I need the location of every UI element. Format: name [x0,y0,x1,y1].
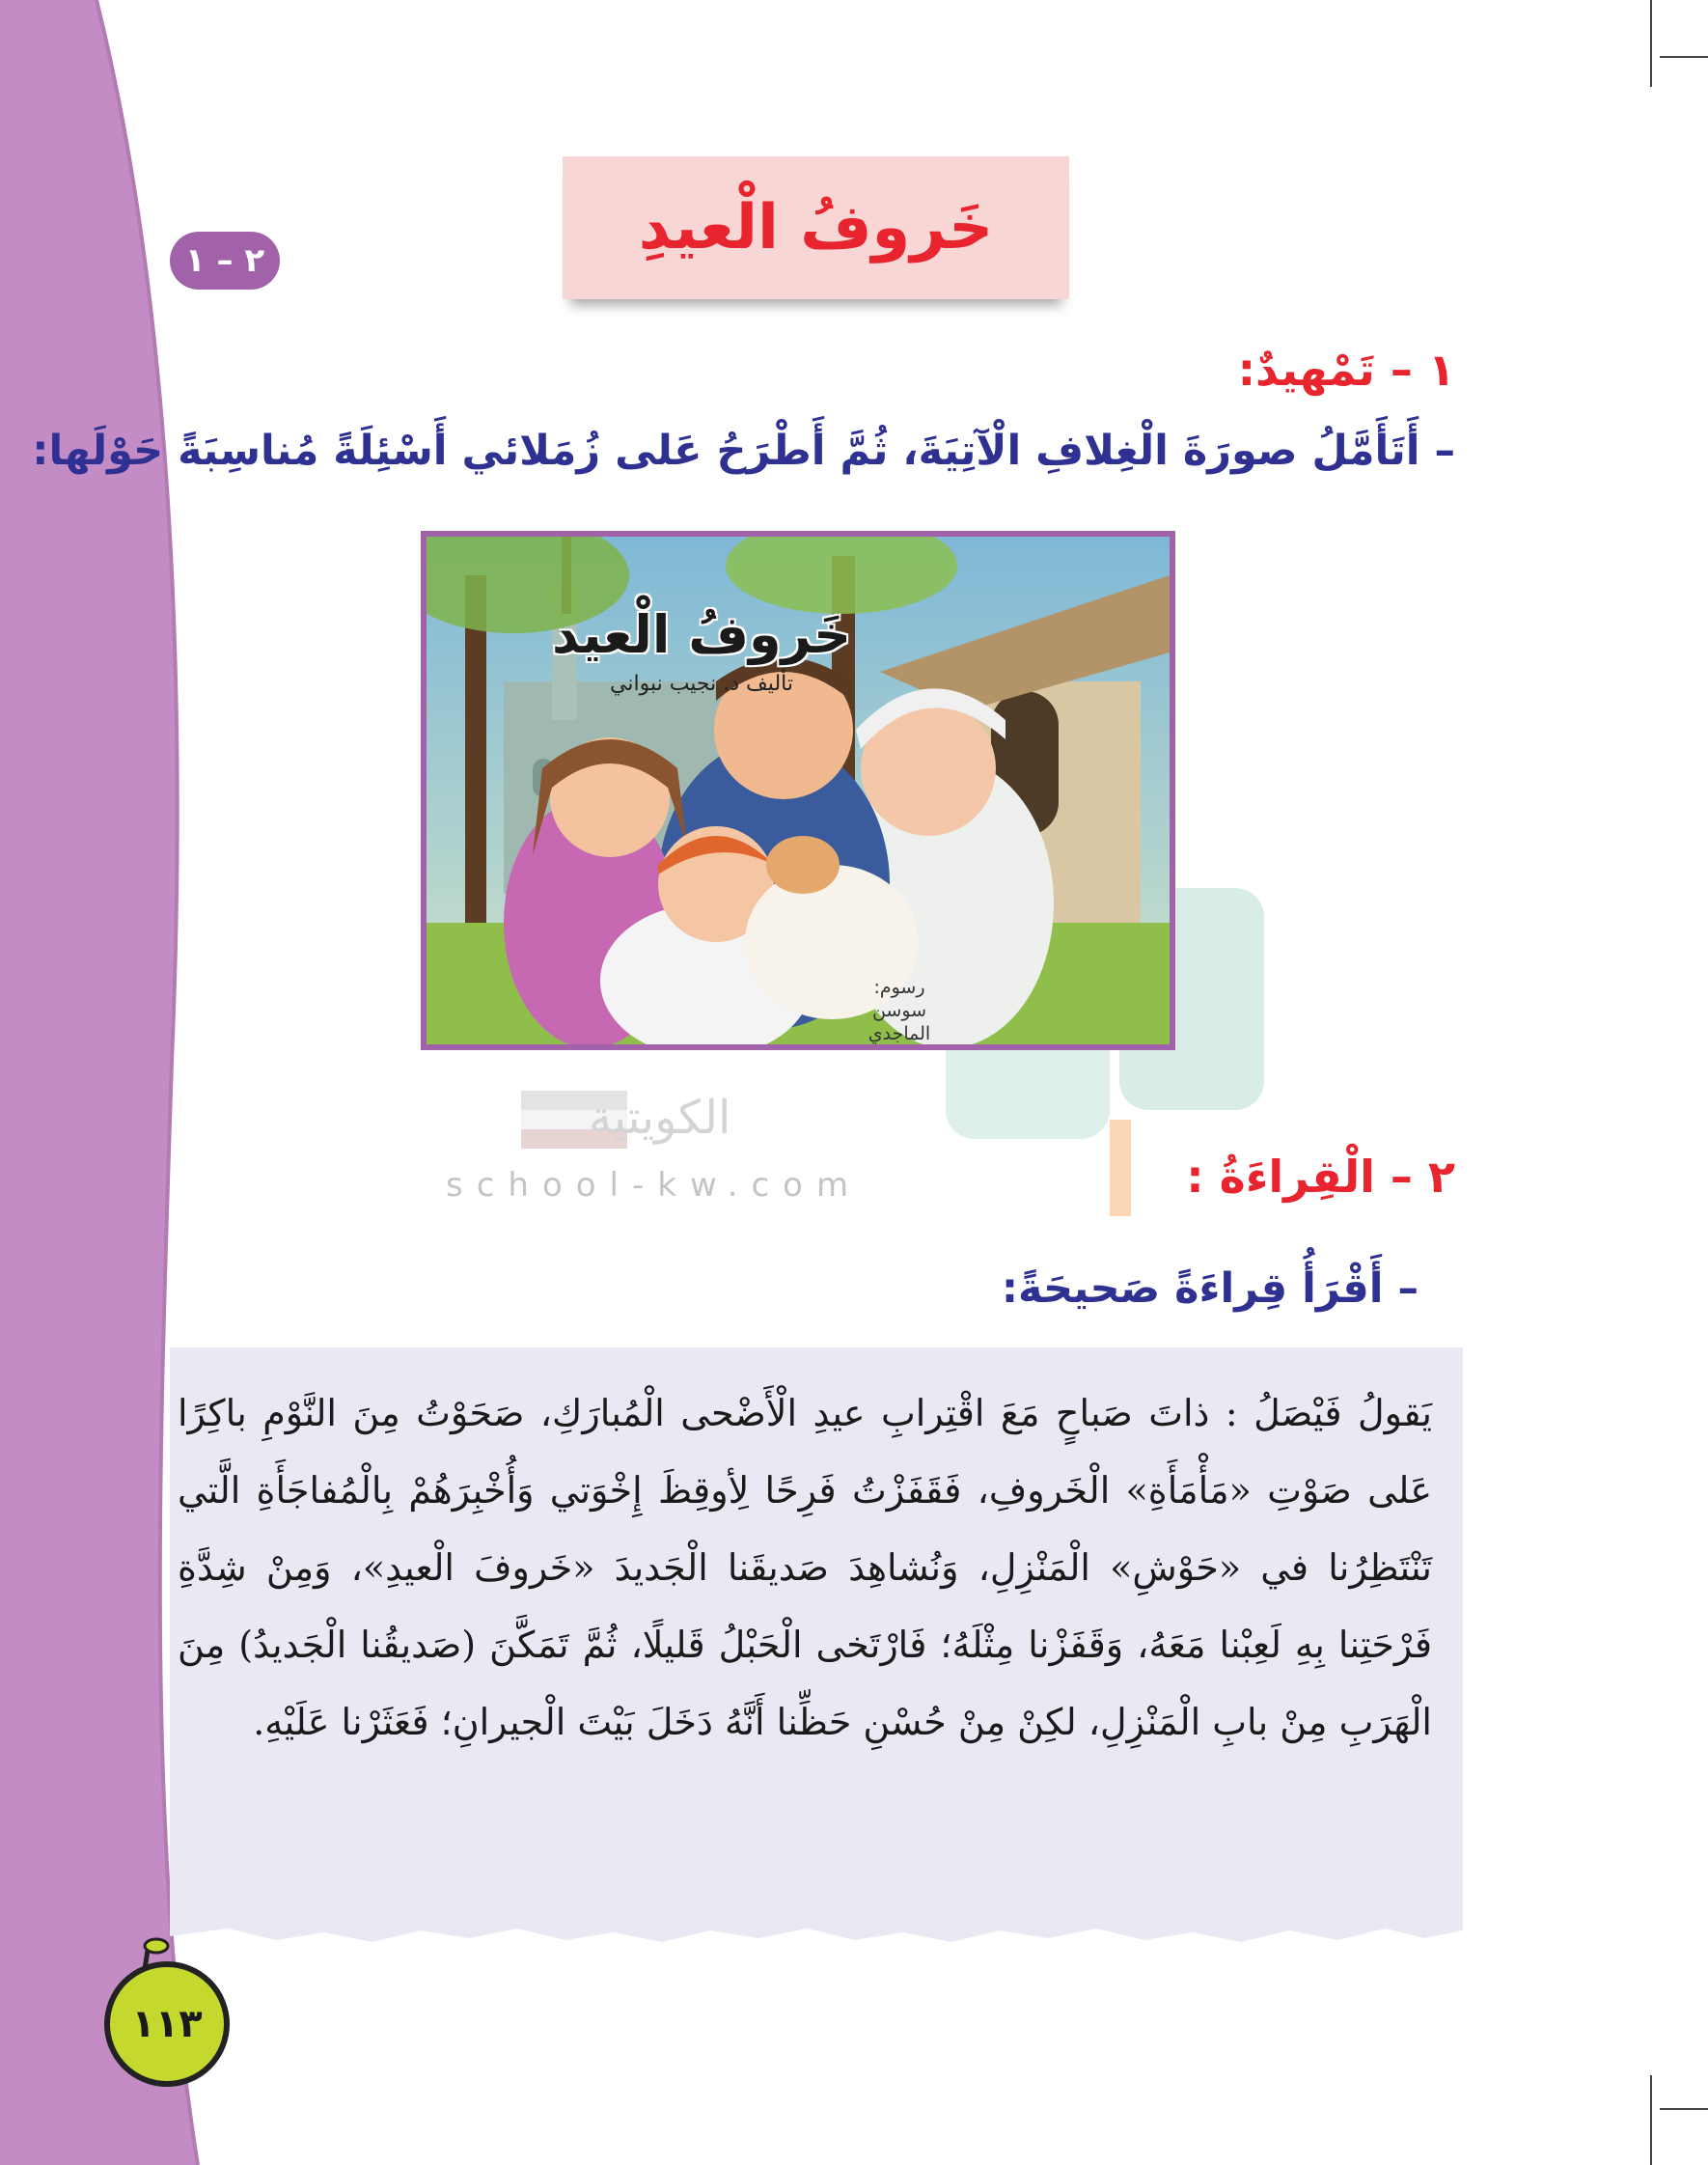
crop-mark [1660,56,1708,58]
cover-illustrator-label: رسوم: [873,977,925,998]
section-number: ٢ – ١ [184,241,265,280]
torn-edge [170,1921,1463,1946]
crop-mark [1660,2108,1708,2110]
cover-illustrator [841,976,957,1045]
reading-instruction: – أَقْرَأُ قِراءَةً صَحيحَةً: [1001,1264,1419,1313]
lesson-title: خَروفُ الْعيدِ [638,192,994,264]
cover-illustrator-name: سوسن الماجدي [868,1000,931,1044]
cover-author: تأليف د. نجيب نبواني [610,672,793,696]
watermark-url: school-kw.com [446,1166,863,1205]
reading-heading: ٢ – الْقِراءَةُ : [1186,1151,1455,1203]
page-number-badge [104,1961,230,2087]
preface-instruction: – أَتَأَمَّلُ صورَةَ الْغِلافِ الْآتِيَةَ، ثُمَّ أَطْرَحُ عَلى زُمَلائي أَسْئِلَةً مُناسِبَةً حَوْلَها: [32,427,1455,475]
reading-passage: يَقولُ فَيْصَلُ : ذاتَ صَباحٍ مَعَ اقْتِرابِ عيدِ الْأَضْحى الْمُبارَكِ، صَحَوْتُ مِنَ النَّوْمِ باكِرًا عَلى صَوْتِ «مَأْمَأَةِ» الْخَروفِ، فَقَفَزْتُ فَرِحًا لِأوقِظَ إِخْوَتي وَأُخْبِرَهُمْ بِالْمُفاجَأَةِ الَّتي تَنْتَظِرُنا في «حَوْشِ» الْمَنْزِلِ، وَنُشاهِدَ صَديقَنا الْجَديدَ «خَروفَ الْعيدِ»، وَمِنْ شِدَّةِ فَرْحَتِنا بِهِ لَعِبْنا مَعَهُ، وَقَفَزْنا مِثْلَهُ؛ فَارْتَخى الْحَبْلُ قَليلًا، ثُمَّ تَمَكَّنَ (صَديقُنا الْجَديدُ) مِنَ الْهَرَبِ مِنْ بابِ الْمَنْزِلِ، لكِنْ مِنْ حُسْنِ حَظِّنا أَنَّهُ دَخَلَ بَيْتَ الْجيرانِ؛ فَعَثَرْنا عَلَيْهِ. [178,1392,1432,1743]
crop-mark [1650,2075,1652,2165]
watermark-text: الكويتية [589,1091,731,1145]
crop-mark [1650,0,1652,87]
page-number: ١١٣ [131,2002,203,2046]
book-cover-image [421,531,1175,1050]
cover-title: خَروفُ الْعيد [551,604,852,665]
preface-heading: ١ – تَمْهيدٌ: [1237,344,1455,396]
lesson-title-box [563,156,1069,299]
section-number-badge [170,232,280,290]
